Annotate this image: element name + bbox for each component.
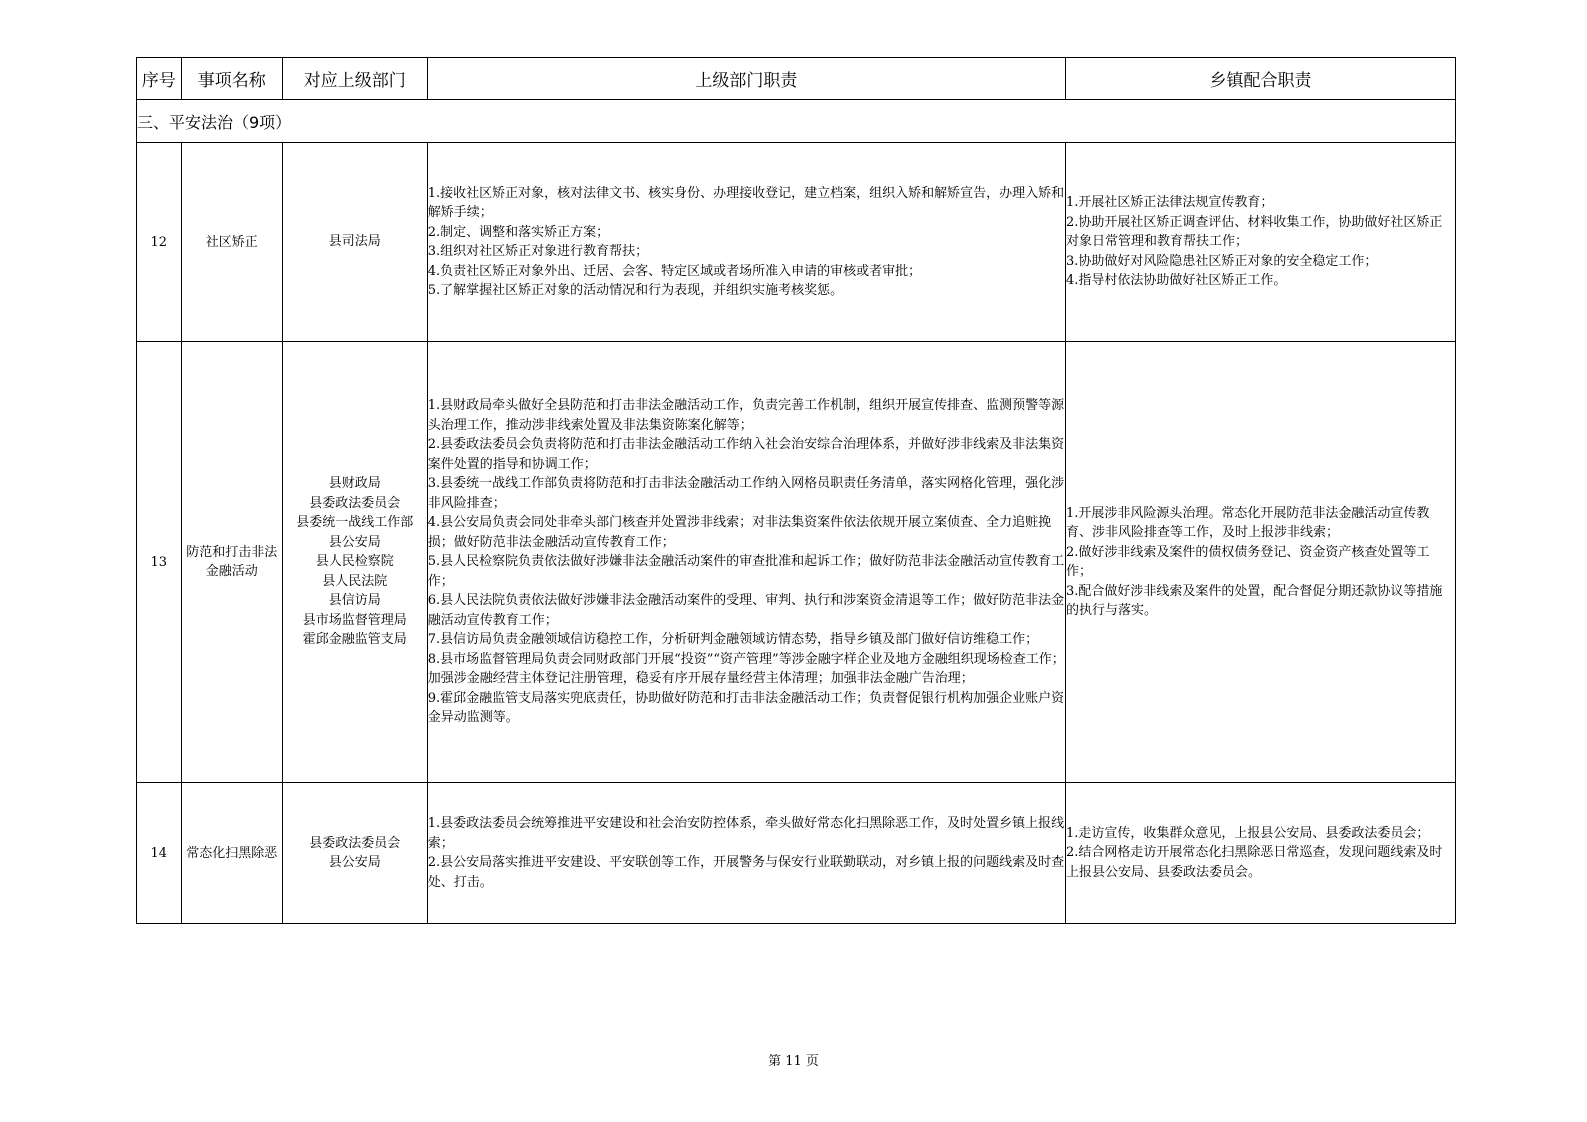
town-line: 2.结合网格走访开展常态化扫黑除恶日常巡查，发现问题线索及时上报县公安局、县委政法委员会。 bbox=[1065, 845, 1443, 880]
header-item-name: 事项名称 bbox=[181, 58, 282, 100]
town-line: 3.协助做好对风险隐患社区矫正对象的安全稳定工作； bbox=[1065, 253, 1378, 269]
dept-name: 县财政局 bbox=[328, 476, 381, 492]
row-item-name: 常态化扫黑除恶 bbox=[181, 783, 282, 924]
row-town-duties bbox=[1065, 783, 1455, 924]
row-seq: 12 bbox=[137, 143, 182, 342]
table-row bbox=[137, 143, 1456, 342]
row-town-duties bbox=[1065, 143, 1455, 342]
town-line: 1.走访宣传，收集群众意见，上报县公安局、县委政法委员会； bbox=[1065, 825, 1430, 841]
duty-line: 5.县人民检察院负责依法做好涉嫌非法金融活动案件的审查批准和起诉工作；做好防范非法金融活动宣传教育工作； bbox=[427, 554, 1065, 589]
duty-line: 2.县委政法委员会负责将防范和打击非法金融活动工作纳入社会治安综合治理体系，并做好涉非线索及非法集资案件处置的指导和协调工作； bbox=[427, 437, 1065, 472]
dept-name: 县信访局 bbox=[328, 593, 381, 609]
duty-line: 1.接收社区矫正对象，核对法律文书、核实身份、办理接收登记，建立档案，组织入矫和解矫宣告，办理入矫和解矫手续； bbox=[427, 185, 1065, 220]
dept-name: 县市场监督管理局 bbox=[302, 612, 407, 628]
row-item-name: 社区矫正 bbox=[181, 143, 282, 342]
dept-name: 县人民检察院 bbox=[315, 554, 394, 570]
row-upper-duties bbox=[427, 783, 1065, 924]
dept-name: 县委统一战线工作部 bbox=[296, 515, 414, 531]
duty-line: 2.县公安局落实推进平安建设、平安联创等工作，开展警务与保安行业联勤联动，对乡镇上报的问题线索及时查处、打击。 bbox=[427, 855, 1065, 890]
town-line: 2.做好涉非线索及案件的债权债务登记、资金资产核查处置等工作； bbox=[1065, 544, 1430, 579]
row-town-duties bbox=[1065, 342, 1455, 783]
dept-name: 县委政法委员会 bbox=[309, 835, 401, 851]
duty-line: 9.霍邱金融监管支局落实兜底责任，协助做好防范和打击非法金融活动工作；负责督促银行机构加强企业账户资金异动监测等。 bbox=[427, 690, 1065, 726]
row-seq: 13 bbox=[137, 342, 182, 783]
dept-name: 县人民法院 bbox=[322, 573, 388, 589]
duty-line: 3.组织对社区矫正对象进行教育帮扶； bbox=[427, 244, 649, 259]
dept-name: 霍邱金融监管支局 bbox=[302, 632, 407, 648]
duty-line: 4.县公安局负责会同处非牵头部门核查并处置涉非线索；对非法集资案件依法依规开展立案侦查、全力追赃挽损；做好防范非法金融活动宣传教育工作； bbox=[427, 515, 1052, 550]
header-seq: 序号 bbox=[137, 58, 182, 100]
duty-line: 4.负责社区矫正对象外出、迁居、会客、特定区域或者场所准入申请的审核或者审批； bbox=[427, 263, 922, 279]
row-depts bbox=[282, 342, 427, 783]
responsibility-table bbox=[136, 57, 1456, 924]
header-upper-dept: 对应上级部门 bbox=[282, 58, 427, 100]
row-seq: 14 bbox=[137, 783, 182, 924]
section-title: 三、平安法治（9项） bbox=[137, 100, 1456, 143]
dept-name: 县公安局 bbox=[328, 855, 381, 870]
town-line: 1.开展社区矫正法律法规宣传教育； bbox=[1065, 195, 1274, 211]
duty-line: 5.了解掌握社区矫正对象的活动情况和行为表现，并组织实施考核奖惩。 bbox=[427, 283, 844, 298]
duty-line: 7.县信访局负责金融领域信访稳控工作，分析研判金融领域访情态势，指导乡镇及部门做好信访维稳工作； bbox=[427, 632, 1039, 648]
table-row bbox=[137, 342, 1456, 783]
dept-name: 县司法局 bbox=[328, 234, 381, 250]
header-town-duties: 乡镇配合职责 bbox=[1065, 58, 1455, 100]
duty-line: 1.县委政法委员会统筹推进平安建设和社会治安防控体系，牵头做好常态化扫黑除恶工作，及时处置乡镇上报线索； bbox=[427, 816, 1065, 851]
duty-line: 6.县人民法院负责依法做好涉嫌非法金融活动案件的受理、审判、执行和涉案资金清退等工作；做好防范非法金融活动宣传教育工作； bbox=[427, 593, 1065, 628]
table-row bbox=[137, 783, 1456, 924]
town-line: 2.协助开展社区矫正调查评估、材料收集工作，协助做好社区矫正对象日常管理和教育帮扶工作； bbox=[1065, 214, 1443, 250]
town-line: 3.配合做好涉非线索及案件的处置，配合督促分期还款协议等措施的执行与落实。 bbox=[1065, 583, 1443, 618]
header-row bbox=[137, 58, 1456, 100]
town-line: 4.指导村依法协助做好社区矫正工作。 bbox=[1065, 273, 1287, 289]
row-upper-duties bbox=[427, 342, 1065, 783]
duty-line: 1.县财政局牵头做好全县防范和打击非法金融活动工作，负责完善工作机制，组织开展宣传排查、监测预警等源头治理工作，推动涉非线索处置及非法集资陈案化解等； bbox=[427, 398, 1065, 433]
section-row bbox=[137, 100, 1456, 143]
dept-name: 县公安局 bbox=[328, 534, 381, 550]
duty-line: 3.县委统一战线工作部负责将防范和打击非法金融活动工作纳入网格员职责任务清单，落实网格化管理，强化涉非风险排查； bbox=[427, 476, 1065, 511]
header-upper-duties: 上级部门职责 bbox=[427, 58, 1065, 100]
row-upper-duties bbox=[427, 143, 1065, 342]
row-depts bbox=[282, 783, 427, 924]
duty-line: 2.制定、调整和落实矫正方案； bbox=[427, 224, 610, 240]
duty-line: 8.县市场监督管理局负责会同财政部门开展“投资”“资产管理”等涉金融字样企业及地方金融组织现场检查工作；加强涉金融经营主体登记注册管理，稳妥有序开展存量经营主体清理；加强非法金融广告治理； bbox=[427, 651, 1065, 687]
dept-name: 县委政法委员会 bbox=[309, 495, 401, 511]
page-number: 第 11 页 bbox=[768, 1054, 819, 1069]
town-line: 1.开展涉非风险源头治理。常态化开展防范非法金融活动宣传教育、涉非风险排查等工作，及时上报涉非线索； bbox=[1065, 505, 1430, 540]
row-depts bbox=[282, 143, 427, 342]
row-item-name: 防范和打击非法金融活动 bbox=[181, 342, 282, 783]
